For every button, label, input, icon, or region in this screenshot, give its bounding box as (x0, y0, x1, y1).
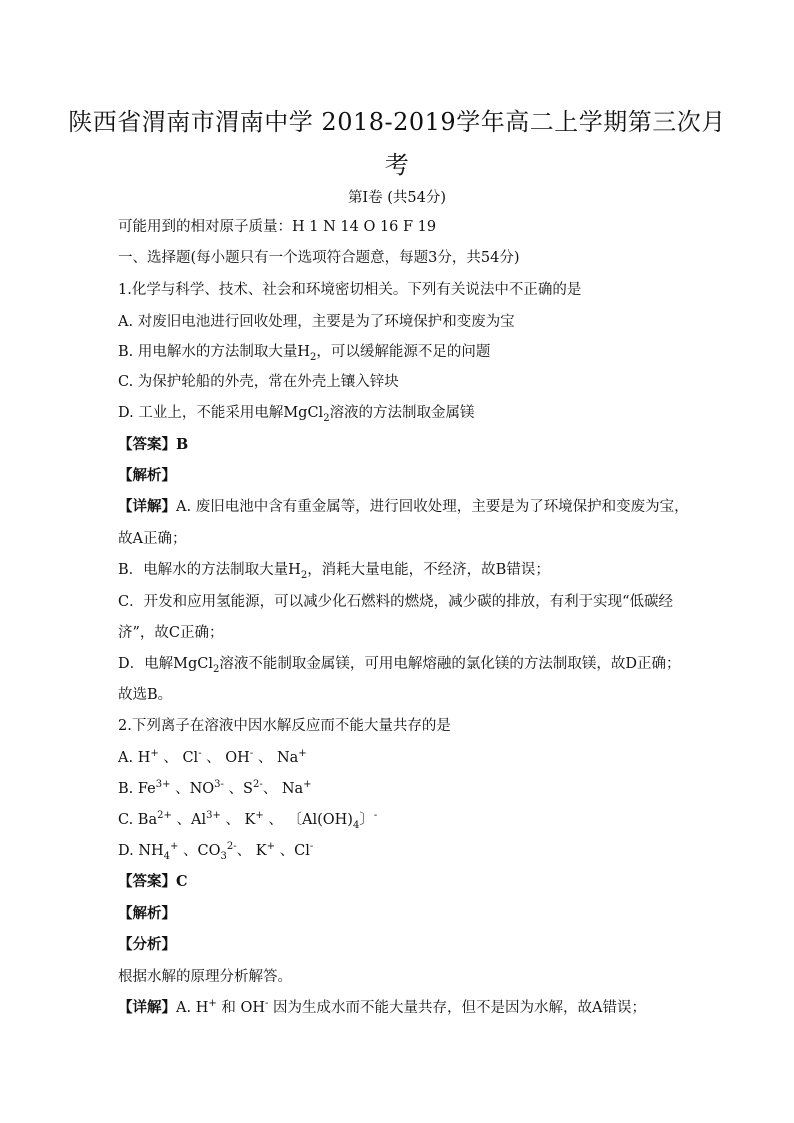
q2-c-text: C. Ba (118, 812, 158, 828)
q1-detail-b-pre: B．电解水的方法制取大量H (118, 562, 301, 578)
q1-detail-d (118, 654, 681, 675)
q2-analysis-label: 【解析】 (118, 905, 176, 922)
q1-answer-label: 【答案】 (118, 436, 176, 453)
q2-analysis-text: 根据水解的原理分析解答。 (118, 969, 292, 985)
q1-detail-d-pre: D．电解MgCl (118, 656, 213, 672)
q2-d-sup2: 2- (226, 841, 237, 853)
q1-option-b-pre: B. 用电解水的方法制取大量H (118, 344, 311, 360)
q2-d-mid1: 、CO (178, 843, 221, 859)
q2-d-mid3: 、Cl (275, 843, 310, 859)
q2-a-text: A. H (118, 750, 151, 766)
q2-c-sup3: + (255, 810, 264, 822)
q2-option-b (118, 779, 678, 799)
q1-detail-a1 (118, 497, 689, 517)
volume-subtitle: 第I卷 (共54分) (347, 190, 447, 206)
q1-option-b (118, 342, 678, 362)
q2-c-mid1: 、Al (171, 812, 207, 828)
q2-a-mid3: 、 Na (253, 750, 299, 766)
q2-c-mid3: 、 〔Al(OH) (263, 812, 353, 828)
q2-option-c (118, 810, 678, 830)
q2-answer-label: 【答案】 (118, 873, 176, 890)
q2-b-sup2: 3- (214, 779, 224, 791)
q2-d-sup3: + (266, 841, 275, 853)
q2-d-sup4: - (309, 841, 314, 853)
q2-b-mid2: 、S (223, 781, 253, 797)
section-heading: 一、选择题(每小题只有一个选项符合题意，每题3分，共54分) (118, 250, 520, 266)
q2-c-mid4: 〕 (359, 812, 374, 828)
q1-detail-b-sub: 2 (300, 569, 308, 581)
q1-detail-a2: 故A正确； (118, 531, 187, 547)
q2-a-mid1: 、 Cl (158, 750, 199, 766)
q2-detail-label: 【详解】 (118, 999, 176, 1016)
q2-b-sup1: 3+ (155, 779, 171, 791)
q1-option-d-post: 溶液的方法制取金属镁 (329, 405, 475, 421)
q1-detail-d-post: 溶液不能制取金属镁，可用电解熔融的氯化镁的方法制取镁，故D正确； (219, 656, 681, 672)
q1-option-d-pre: D. 工业上，不能采用电解MgCl (118, 405, 324, 421)
q2-d-sub1: 4 (163, 850, 171, 862)
q1-detail-a1-text: A. 废旧电池中含有重金属等，进行回收处理，主要是为了环境保护和变废为宝， (176, 499, 689, 515)
q2-a-mid2: 、 OH (201, 750, 250, 766)
q2-answer (118, 872, 678, 892)
q1-detail-label: 【详解】 (118, 498, 176, 515)
q1-conclusion: 故选B。 (118, 687, 173, 703)
q1-option-b-post: ，可以缓解能源不足的问题 (316, 344, 491, 360)
q2-answer-value: C (176, 873, 188, 890)
q2-d-sub2: 3 (220, 850, 227, 862)
q2-option-d (118, 841, 678, 861)
q2-b-sup3: 2- (252, 779, 263, 791)
q2-detail (118, 998, 678, 1018)
q2-analysis2-label: 【分析】 (118, 936, 176, 953)
q2-d-text: D. NH (118, 843, 164, 859)
q2-b-mid1: 、NO (170, 781, 215, 797)
q1-detail-d-sub: 2 (213, 663, 220, 675)
q1-analysis-label: 【解析】 (118, 467, 176, 484)
q2-d-sup1: + (170, 841, 179, 853)
q1-detail-b (118, 560, 678, 580)
q2-detail-sup2: - (265, 998, 269, 1010)
q1-detail-b-post: ，消耗大量电能，不经济，故B错误； (307, 562, 550, 578)
q1-detail-c1: C．开发和应用氢能源，可以减少化石燃料的燃烧，减少碳的排放，有利于实现“低碳经 (118, 594, 674, 610)
q1-option-d (118, 403, 678, 423)
q2-detail-sup1: + (208, 998, 217, 1010)
q2-c-mid2: 、 K (220, 812, 256, 828)
q1-answer (118, 435, 678, 455)
q2-b-text: B. Fe (118, 781, 156, 797)
q2-b-mid3: 、 Na (262, 781, 304, 797)
document-title-line-1: 陕西省渭南市渭南中学 2018-2019学年高二上学期第三次月 (68, 108, 726, 136)
q2-a-sup4: + (298, 748, 307, 760)
q2-c-sup1: 2+ (157, 810, 172, 822)
document-title-line-2: 考 (384, 151, 410, 179)
q2-detail-mid1: 和 OH (216, 1000, 265, 1016)
q2-a-sup2: - (198, 748, 202, 760)
q2-a-sup1: + (150, 748, 159, 760)
q2-a-sup3: - (249, 748, 254, 760)
q2-c-sub1: 4 (352, 819, 360, 831)
q2-detail-pre: A. H (176, 1000, 209, 1016)
q1-detail-c2: 济”，故C正确； (118, 625, 224, 641)
q2-c-sup4: - (373, 810, 378, 822)
q1-answer-value: B (176, 436, 189, 453)
q1-option-b-sub: 2 (310, 351, 317, 363)
atomic-mass-line: 可能用到的相对原子质量：H 1 N 14 O 16 F 19 (118, 219, 437, 235)
q1-stem: 1.化学与科学、技术、社会和环境密切相关。下列有关说法中不正确的是 (118, 282, 582, 298)
q2-detail-post: 因为生成水而不能大量共存，但不是因为水解，故A错误； (268, 1000, 646, 1016)
q1-option-a: A. 对废旧电池进行回收处理，主要是为了环境保护和变废为宝 (118, 314, 515, 330)
q1-option-c: C. 为保护轮船的外壳，常在外壳上镶入锌块 (118, 374, 399, 390)
q2-c-sup2: 3+ (206, 810, 221, 822)
q2-option-a (118, 748, 678, 768)
q1-option-d-sub: 2 (323, 412, 330, 424)
q2-d-mid2: 、 K (236, 843, 267, 859)
q2-b-sup4: + (303, 779, 312, 791)
q2-stem: 2.下列离子在溶液中因水解反应而不能大量共存的是 (118, 718, 451, 734)
